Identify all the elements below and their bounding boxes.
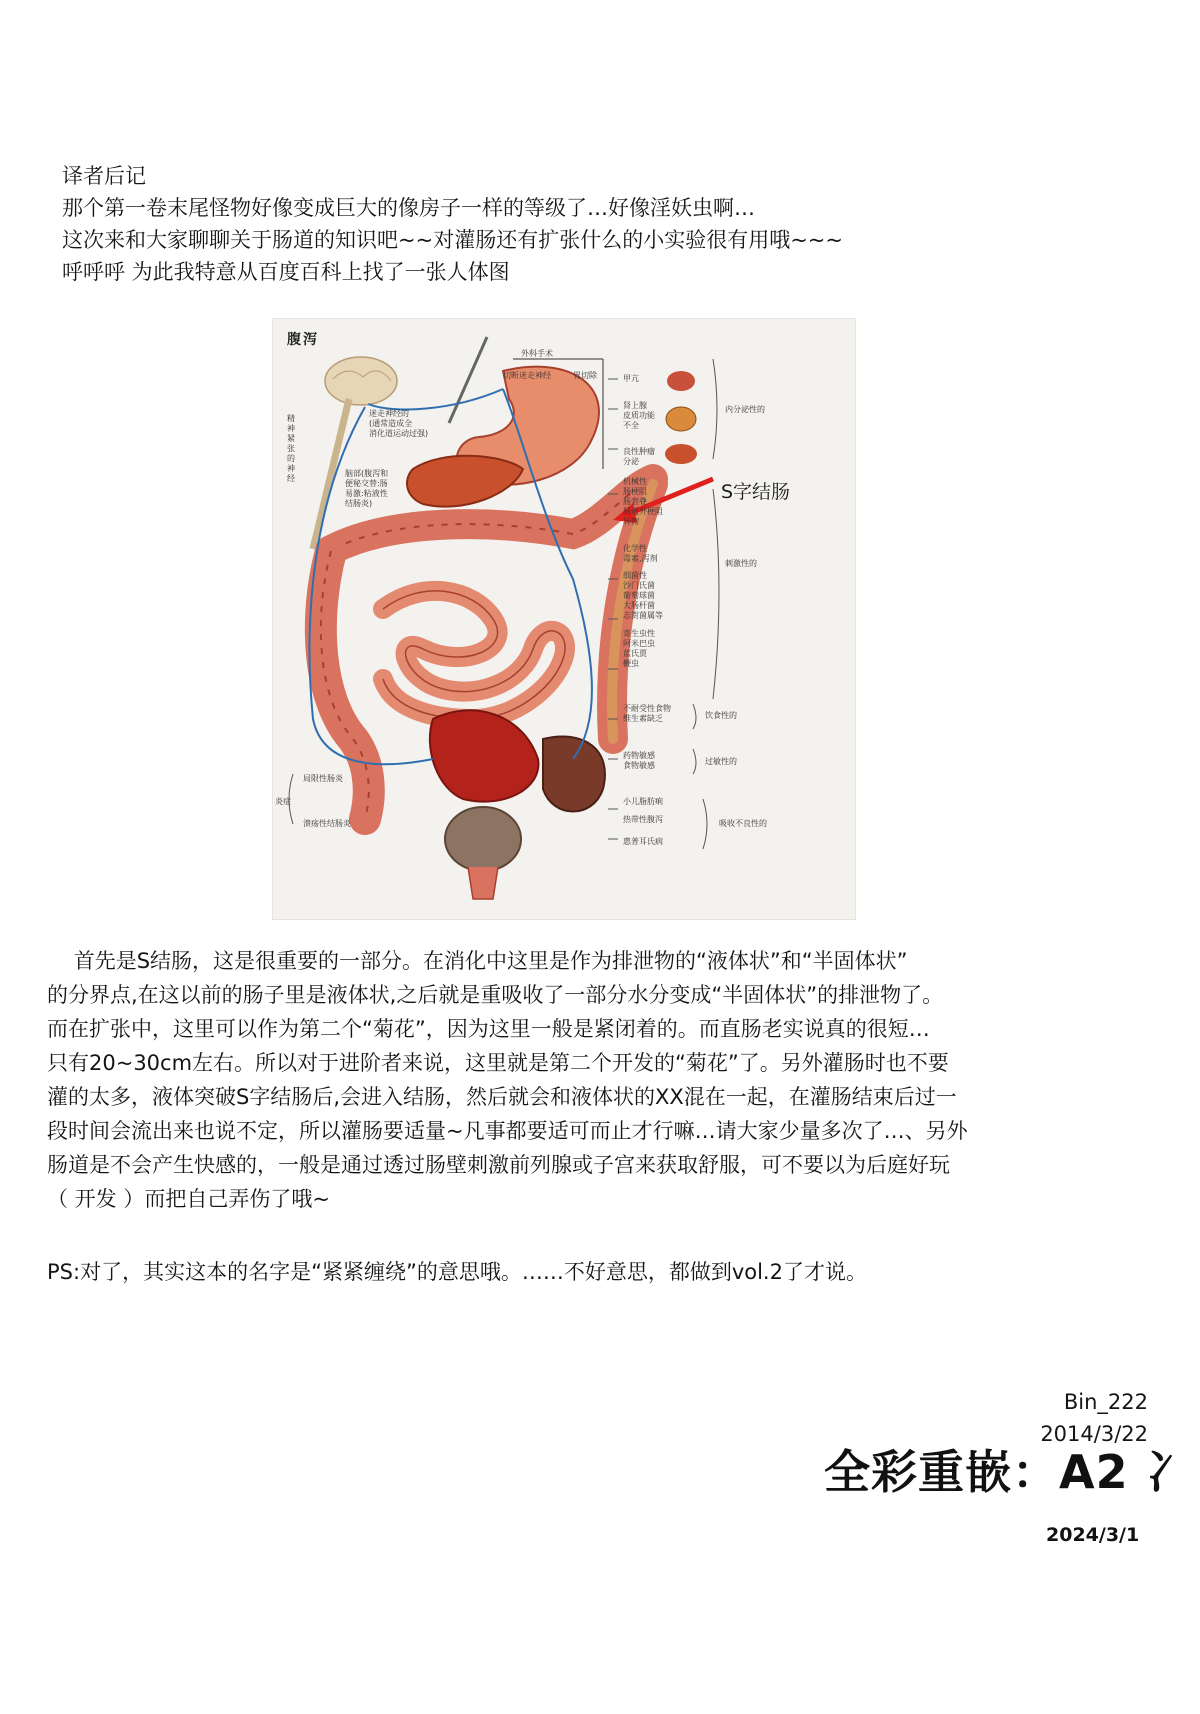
anatomy-figure [272, 318, 856, 920]
digestive-system-illustration [273, 319, 855, 919]
label-inflammation: 炎症 [275, 797, 291, 806]
label-parasitic: 寄生虫性 阿米巴虫 蓝氏贾 鞭虫 [623, 629, 655, 668]
label-drug-sensitivity: 药物敏感 食物敏感 [623, 751, 655, 770]
figure-title: 腹泻 [287, 332, 319, 348]
label-dietary: 饮食性的 [705, 711, 737, 720]
afterword-title: 译者后记 [62, 164, 146, 188]
paragraph-line: 段时间会流出来也说不定，所以灌肠要适量~凡事都要适可而止才行嘛…请大家少量多次了…、另外 [47, 1119, 968, 1143]
paragraph-line: 肠道是不会产生快感的，一般是通过透过肠壁刺激前列腺或子宫来获取舒服，可不要以为后庭好玩 [47, 1153, 950, 1177]
label-bacterial: 细菌性 沙门氏菌 葡萄球菌 大肠杆菌 志贺菌属等 [623, 571, 663, 620]
intro-line-1: 那个第一卷末尾怪物好像变成巨大的像房子一样的等级了…好像淫妖虫啊… [62, 196, 755, 220]
label-regional-enteritis: 局限性肠炎 [303, 774, 343, 783]
translation-date: 2014/3/22 [1040, 1422, 1148, 1446]
label-mechanical: 机械性 肠梗阻 肠套叠 肠道外梗阻 异物 [623, 477, 663, 526]
paragraph-line: 只有20~30cm左右。所以对于进阶者来说，这里就是第二个开发的“菊花”了。另外灌肠时也不要 [47, 1051, 949, 1075]
label-endocrine: 内分泌性的 [725, 405, 765, 414]
paragraph-line: （ 开发 ）而把自己弄伤了哦~ [47, 1187, 330, 1211]
label-brain-note: 脑部(腹泻和 便秘交替:肠 易激:粘液性 结肠炎) [345, 469, 389, 508]
label-celiac: 小儿脂肪痢 [623, 797, 663, 806]
translator-name: Bin_222 [1063, 1390, 1148, 1414]
label-food-intolerance: 不耐受性食物 维生素缺乏 [623, 704, 671, 723]
label-nerve-side: 精神紧张的神经 [287, 414, 295, 483]
remaster-date: 2024/3/1 [1046, 1524, 1140, 1546]
label-whipple: 惠普耳氏病 [623, 837, 663, 846]
intro-line-3: 呼呼呼 为此我特意从百度百科上找了一张人体图 [62, 260, 510, 284]
remaster-credit: 全彩重嵌：A2 冫 [824, 1445, 1193, 1499]
paragraph-line: 的分界点,在这以前的肠子里是液体状,之后就是重吸收了一部分水分变成“半固体状”的排泄物了。 [47, 983, 944, 1007]
label-adrenal: 肾上腺 皮质功能 不全 [623, 401, 655, 430]
label-ulcerative-colitis: 溃疡性结肠炎 [303, 819, 351, 828]
label-chemical: 化学性 毒素,泻剂 [623, 544, 658, 563]
intro-block [62, 160, 843, 288]
label-allergic: 过敏性的 [705, 757, 737, 766]
paragraph-line: 首先是S结肠，这是很重要的一部分。在消化中这里是作为排泄物的“液体状”和“半固体状” [47, 949, 908, 973]
label-malabsorption: 吸收不良性的 [719, 819, 767, 828]
label-irritative: 刺激性的 [725, 559, 757, 568]
sigmoid-colon-label: S字结肠 [721, 481, 791, 503]
label-surgery: 外科手术 [521, 349, 553, 358]
paragraph-line: 灌的太多，液体突破S字结肠后,会进入结肠，然后就会和液体状的XX混在一起，在灌肠结束后过一 [47, 1085, 957, 1109]
explanation-paragraph [47, 944, 1165, 1216]
label-hyperthyroid: 甲亢 [623, 374, 639, 383]
postscript: PS:对了，其实这本的名字是“紧紧缠绕”的意思哦。……不好意思，都做到vol.2了才说。 [47, 1260, 867, 1284]
label-tumor: 良性肿瘤 分泌 [623, 447, 655, 466]
label-vagus-cut: 切断迷走神经 [503, 371, 551, 380]
label-gastrectomy: 胃切除 [573, 371, 597, 380]
label-tropical: 热带性腹泻 [623, 815, 663, 824]
paragraph-line: 而在扩张中，这里可以作为第二个“菊花”，因为这里一般是紧闭着的。而直肠老实说真的很短… [47, 1017, 930, 1041]
label-vagus-note: 迷走神经的 (通常造成全 消化道运动过强) [369, 409, 429, 438]
intro-line-2: 这次来和大家聊聊关于肠道的知识吧~~对灌肠还有扩张什么的小实验很有用哦~~~ [62, 228, 843, 252]
